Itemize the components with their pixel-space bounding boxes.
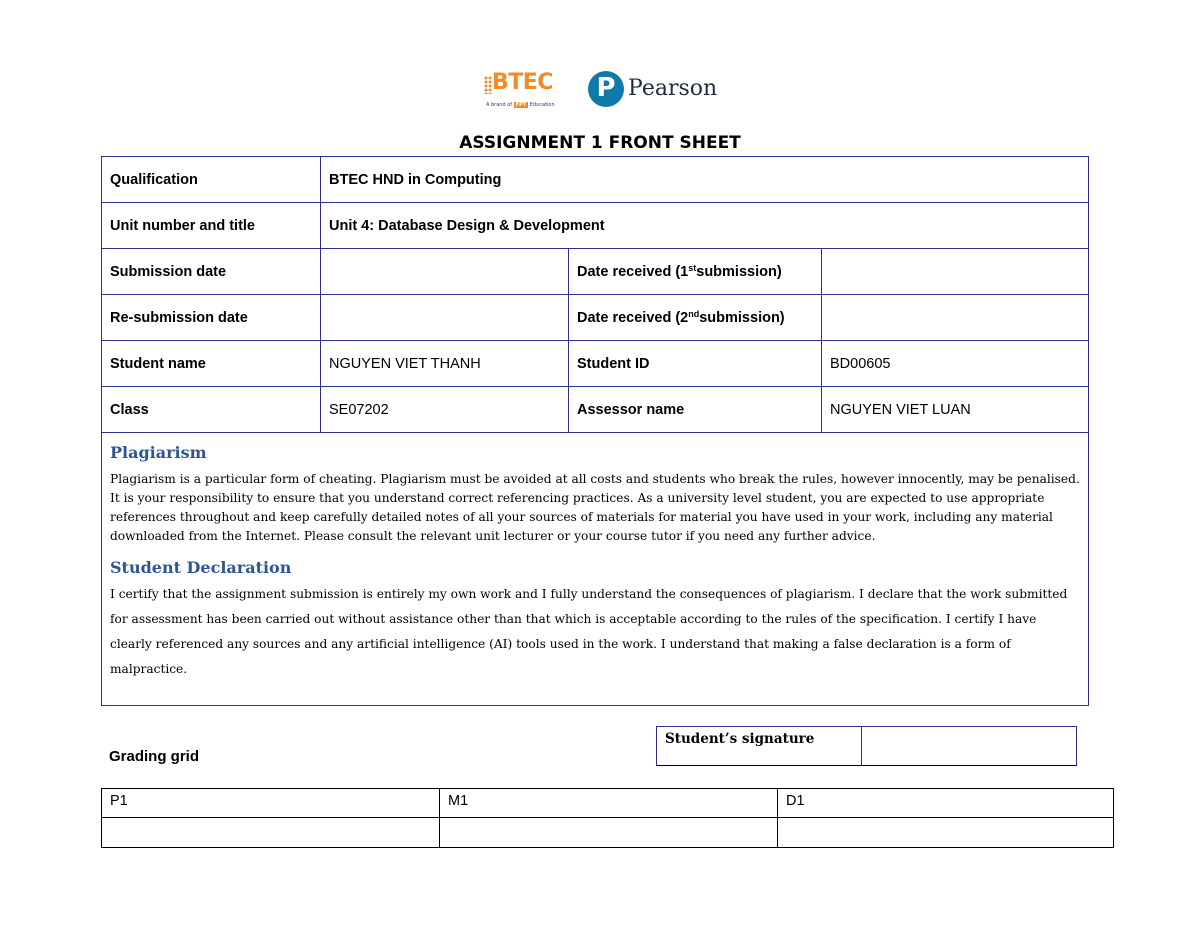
signature-field[interactable] xyxy=(862,727,1076,765)
date-received-1-field[interactable] xyxy=(822,249,1088,294)
date-received-1-prefix: Date received (1 xyxy=(577,263,689,280)
student-name-label: Student name xyxy=(102,341,321,386)
grade-header-p1: P1 xyxy=(102,789,440,817)
btec-dots-icon xyxy=(484,76,492,94)
date-received-1-label: Date received (1 $^{st}$ submission) xyxy=(569,249,822,294)
grading-value-row xyxy=(102,818,1113,847)
pearson-logo-text: Pearson xyxy=(628,76,718,101)
signature-label: Student’s signature xyxy=(657,727,862,765)
grading-header-row xyxy=(102,789,1113,818)
qualification-value: BTEC HND in Computing xyxy=(329,171,502,188)
grade-header-m1: M1 xyxy=(440,789,778,817)
date-received-2-prefix: Date received (2 xyxy=(577,309,689,326)
btec-logo-text: BTEC xyxy=(492,70,553,95)
class-value[interactable]: SE07202 xyxy=(321,387,569,432)
row-resubmission xyxy=(102,295,1088,341)
student-id-value[interactable]: BD00605 xyxy=(830,355,891,372)
date-received-1-suffix: submission) xyxy=(696,263,782,280)
row-unit xyxy=(102,203,1088,249)
declaration-section xyxy=(102,433,1088,705)
student-name-value[interactable]: NGUYEN VIET THANH xyxy=(321,341,569,386)
date-received-2-field[interactable] xyxy=(822,295,1088,340)
pearson-logo-icon xyxy=(588,71,624,107)
qualification-label: Qualification xyxy=(102,157,321,202)
resubmission-date-label: Re-submission date xyxy=(102,295,321,340)
student-id-label: Student ID xyxy=(569,341,822,386)
btec-logo xyxy=(478,68,568,114)
grade-field-p1[interactable] xyxy=(102,818,440,847)
signature-table xyxy=(656,726,1077,766)
grade-field-m1[interactable] xyxy=(440,818,778,847)
pearson-mark-letter: P xyxy=(596,73,616,103)
btec-tagline xyxy=(486,102,555,108)
btec-tagline-prefix: A brand of xyxy=(486,102,513,108)
grade-header-d1: D1 xyxy=(786,793,805,809)
assessor-label: Assessor name xyxy=(569,387,822,432)
class-label: Class xyxy=(102,387,321,432)
btec-tagline-brand: FPT xyxy=(515,102,527,108)
grade-field-d1[interactable] xyxy=(778,818,1113,847)
unit-value: Unit 4: Database Design & Development xyxy=(329,217,605,234)
page-title: ASSIGNMENT 1 FRONT SHEET xyxy=(459,133,741,153)
date-received-2-suffix: submission) xyxy=(699,309,785,326)
submission-date-field[interactable] xyxy=(321,249,569,294)
grading-grid-label: Grading grid xyxy=(109,748,199,765)
info-table xyxy=(101,156,1089,706)
grading-grid xyxy=(101,788,1114,848)
declaration-text: I certify that the assignment submission is entirely my own work and I fully understand the consequences of plagiarism. I declare that the work submitted for assessment has been carried out without assistance other than that which is acceptable according to the rules of the specification. I certify I have clearly referenced any sources and any artificial intelligence (AI) tools used in the work. I understand that making a false declaration is a form of malpractice. xyxy=(110,587,1068,676)
unit-label: Unit number and title xyxy=(102,203,321,248)
assessor-value[interactable]: NGUYEN VIET LUAN xyxy=(830,401,971,418)
declaration-heading: Student Declaration xyxy=(110,558,292,577)
submission-date-label: Submission date xyxy=(102,249,321,294)
plagiarism-text: Plagiarism is a particular form of cheating. Plagiarism must be avoided at all costs and students who break the rules, however innocently, may be penalised. It is your responsibility to ensure that you understand correct referencing practices. As a university level student, you are expected to use appropriate references throughout and keep carefully detailed notes of all your sources of materials for material you have used in your work, including any material downloaded from the Internet. Please consult the relevant unit lecturer or your course tutor if you need any further advice. xyxy=(110,472,1080,543)
resubmission-date-field[interactable] xyxy=(321,295,569,340)
logos xyxy=(478,60,728,122)
btec-tagline-suffix: Education xyxy=(529,102,555,108)
plagiarism-heading: Plagiarism xyxy=(110,443,207,462)
row-submission xyxy=(102,249,1088,295)
row-student xyxy=(102,341,1088,387)
row-class xyxy=(102,387,1088,433)
date-received-2-label: Date received (2 $^{nd}$ submission) xyxy=(569,295,822,340)
row-qualification xyxy=(102,157,1088,203)
